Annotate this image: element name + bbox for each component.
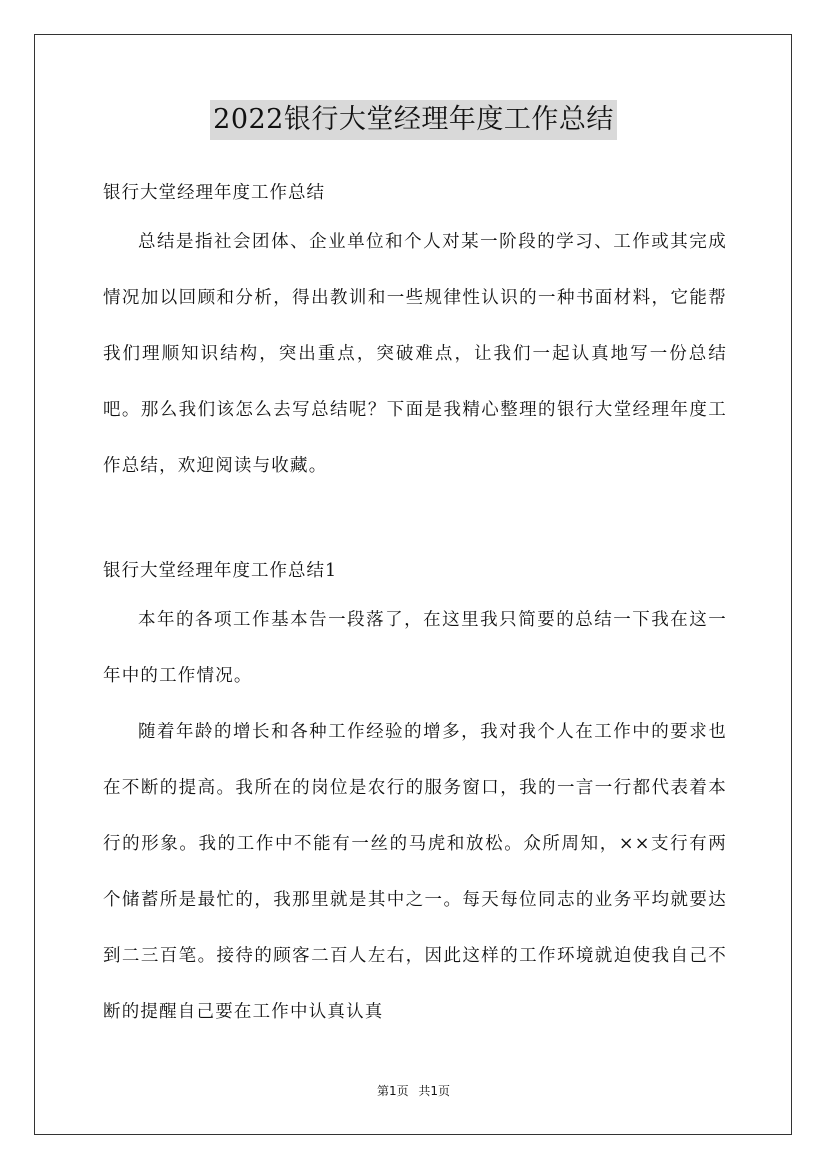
intro-heading: 银行大堂经理年度工作总结 bbox=[103, 183, 325, 203]
page-number-current: 第1页 bbox=[376, 1084, 409, 1098]
section-paragraph: 随着年龄的增长和各种工作经验的增多，我对我个人在工作中的要求也在不断的提高。我所在的岗位是农行的服务窗口，我的一言一行都代表着本行的形象。我的工作中不能有一丝的马虎和放松。众所周知，××支行有两个储蓄所是最忙的，我那里就是其中之一。每天每位同志的业务平均就要达到二三百笔。接待的顾客二百人左右，因此这样的工作环境就迫使我自己不断的提醒自己要在工作中认真认真 bbox=[103, 722, 727, 1022]
intro-paragraph: 总结是指社会团体、企业单位和个人对某一阶段的学习、工作或其完成情况加以回顾和分析，得出教训和一些规律性认识的一种书面材料，它能帮我们理顺知识结构，突出重点，突破难点，让我们一起认真地写一份总结吧。那么我们该怎么去写总结呢？下面是我精心整理的银行大堂经理年度工作总结，欢迎阅读与收藏。 bbox=[103, 232, 727, 476]
page-footer bbox=[0, 1082, 827, 1099]
document-title bbox=[0, 100, 827, 140]
page-number-total: 共1页 bbox=[418, 1084, 451, 1098]
section-paragraph: 本年的各项工作基本告一段落了，在这里我只简要的总结一下我在这一年中的工作情况。 bbox=[103, 610, 727, 686]
section-heading: 银行大堂经理年度工作总结1 bbox=[103, 561, 338, 581]
document-body bbox=[103, 178, 727, 1040]
document-title-text: 2022银行大堂经理年度工作总结 bbox=[210, 100, 617, 140]
